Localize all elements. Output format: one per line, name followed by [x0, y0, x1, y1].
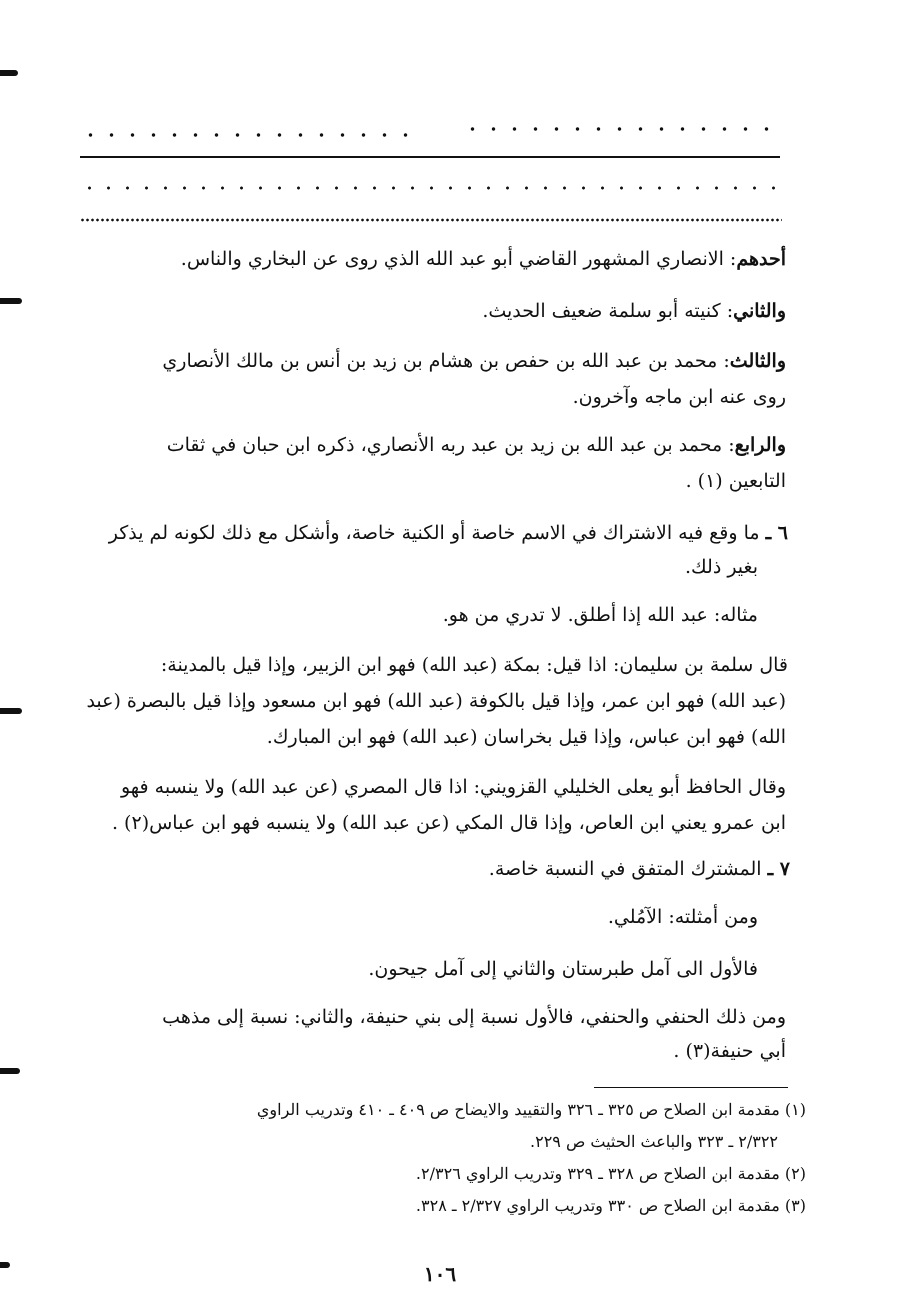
paragraph-line	[161, 654, 788, 677]
paragraph-text: الله) فهو ابن عباس، وإذا قيل بخراسان (عبد الله) فهو ابن المبارك.	[266, 726, 786, 748]
paragraph-line	[167, 434, 786, 457]
paragraph-line	[86, 690, 786, 713]
header-rule	[80, 156, 780, 158]
paragraph-line	[443, 604, 758, 627]
paragraph-line	[162, 1006, 786, 1029]
paragraph-text: أبي حنيفة(٣) .	[673, 1040, 786, 1062]
paragraph-label: والثالث	[729, 350, 786, 372]
paragraph-label: ٧ ـ	[767, 858, 790, 880]
footnote-line: (٢) مقدمة ابن الصلاح ص ٣٢٨ ـ ٣٢٩ وتدريب الراوي ٢/٣٢٦.	[415, 1164, 806, 1183]
paragraph-label: والثاني	[733, 300, 786, 322]
footnote-rule	[594, 1087, 788, 1088]
scan-edge-mark	[0, 1068, 20, 1074]
paragraph-text: : كنيته أبو سلمة ضعيف الحديث.	[482, 300, 734, 322]
dotted-row-dense	[80, 218, 782, 222]
paragraph-text: المشترك المتفق في النسبة خاصة.	[488, 858, 768, 880]
paragraph-line	[686, 470, 786, 493]
paragraph-line	[673, 1040, 786, 1063]
paragraph-line	[181, 248, 786, 271]
paragraph-line	[368, 958, 758, 981]
paragraph-text: التابعين (١) .	[685, 470, 786, 492]
scan-edge-mark	[0, 1262, 10, 1268]
paragraph-line	[162, 350, 786, 373]
paragraph-line	[267, 726, 786, 749]
paragraph-text: روى عنه ابن ماجه وآخرون.	[572, 386, 786, 408]
paragraph-text: مثاله: عبد الله إذا أطلق. لا تدري من هو.	[442, 604, 758, 626]
footnote-line: ٢/٣٢٢ ـ ٣٢٣ والباعث الحثيث ص ٢٢٩.	[530, 1132, 778, 1151]
scan-edge-mark	[0, 298, 22, 304]
paragraph-text: وقال الحافظ أبو يعلى الخليلي القزويني: اذا قال المصري (عن عبد الله) ولا ينسبه فهو	[120, 776, 786, 798]
page-number: ١٠٦	[423, 1262, 457, 1286]
paragraph-text: (عبد الله) فهو ابن عمر، وإذا قيل بالكوفة (عبد الله) فهو ابن مسعود وإذا قيل بالبصرة (عبد	[86, 690, 786, 712]
paragraph-line	[685, 556, 758, 579]
paragraph-line	[608, 906, 758, 929]
paragraph-text: فالأول الى آمل طبرستان والثاني إلى آمل جيحون.	[368, 958, 758, 980]
paragraph-text: ومن ذلك الحنفي والحنفي، فالأول نسبة إلى بني حنيفة، والثاني: نسبة إلى مذهب	[162, 1006, 786, 1028]
paragraph-text: ما وقع فيه الاشتراك في الاسم خاصة أو الكنية خاصة، وأشكل مع ذلك لكونه لم يذكر	[108, 522, 766, 544]
dotted-row-second	[80, 186, 780, 190]
paragraph-line	[112, 812, 786, 835]
paragraph-text: : محمد بن عبد الله بن حفص بن هشام بن زيد بن أنس بن مالك الأنصاري	[162, 350, 730, 372]
footnote-line: (١) مقدمة ابن الصلاح ص ٣٢٥ ـ ٣٢٦ والتقييد والايضاح ص ٤٠٩ ـ ٤١٠ وتدريب الراوي	[256, 1100, 806, 1119]
paragraph-text: بغير ذلك.	[684, 556, 758, 578]
paragraph-label: والرابع	[734, 434, 786, 456]
dotted-row-right	[462, 127, 782, 131]
paragraph-label: أحدهم	[736, 248, 786, 270]
paragraph-text: : محمد بن عبد الله بن زيد بن عبد ربه الأنصاري، ذكره ابن حبان في ثقات	[166, 434, 735, 456]
footnote-line: (٣) مقدمة ابن الصلاح ص ٣٣٠ وتدريب الراوي ٢/٣٢٧ ـ ٣٢٨.	[415, 1196, 806, 1215]
paragraph-line	[482, 300, 786, 323]
paragraph-text: ابن عمرو يعني ابن العاص، وإذا قال المكي (عن عبد الله) ولا ينسبه فهو ابن عباس(٢) .	[111, 812, 786, 834]
paragraph-line	[489, 858, 790, 881]
paragraph-line	[121, 776, 786, 799]
paragraph-text: قال سلمة بن سليمان: اذا قيل: بمكة (عبد الله) فهو ابن الزبير، وإذا قيل بالمدينة:	[160, 654, 788, 676]
scan-edge-mark	[0, 70, 18, 76]
paragraph-text: : الانصاري المشهور القاضي أبو عبد الله الذي روى عن البخاري والناس.	[180, 248, 737, 270]
scan-edge-mark	[0, 708, 22, 714]
paragraph-line	[109, 522, 788, 545]
dotted-row-left	[80, 133, 415, 137]
paragraph-text: ومن أمثلته: الآمُلي.	[607, 906, 758, 928]
paragraph-label: ٦ ـ	[765, 522, 788, 544]
paragraph-line	[573, 386, 786, 409]
